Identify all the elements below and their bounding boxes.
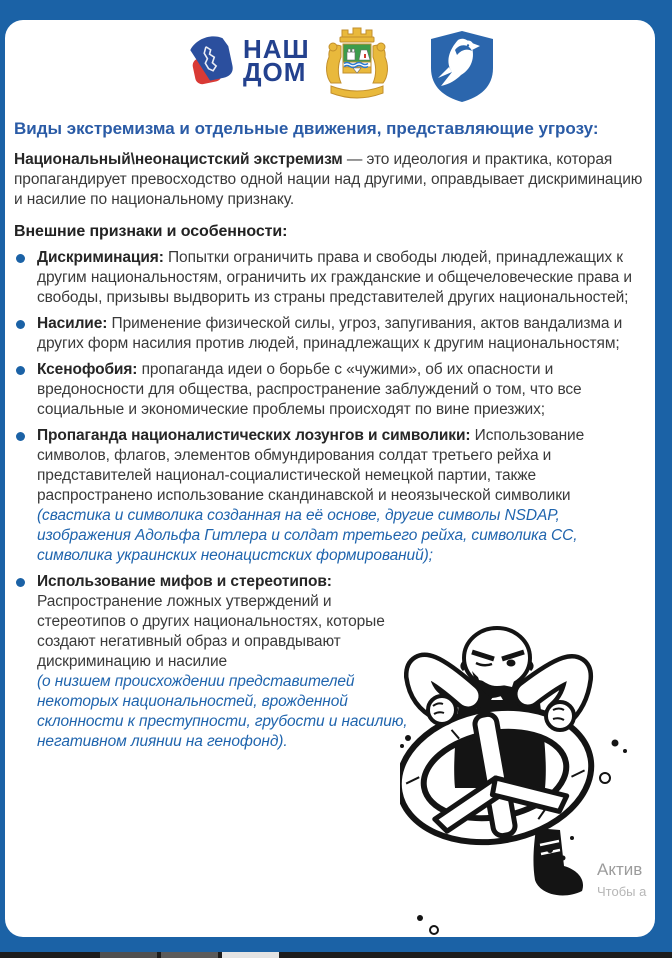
- bullet-text: Распространение ложных утверждений и стереотипов о других национальностях, которые создают негативный образ и оправдывают дискриминацию и насилие: [37, 593, 385, 670]
- windows-activation-watermark: [597, 860, 655, 899]
- nash-dom-house-icon: [187, 34, 235, 88]
- nash-dom-word-top: НАШ: [243, 34, 310, 64]
- bullet-term: Пропаганда националистических лозунгов и символики:: [37, 427, 471, 444]
- intro-text: — это идеология и практика, которая пропагандирует превосходство одной нации над другими, оправдывает дискриминацию и насилие по национальному признаку.: [14, 151, 643, 208]
- bullet-item-discrimination: [14, 248, 651, 308]
- taskbar-segment[interactable]: [161, 952, 218, 958]
- bullet-text: Попытки ограничить права и свободы людей, принадлежащих к другим национальностям, ограничить их гражданские и общечеловеческие права и свободы, призывы выдворить из страны представителей других национальностей;: [37, 249, 632, 306]
- poster-card: [5, 20, 655, 937]
- bullet-term: Ксенофобия:: [37, 361, 138, 378]
- bullet-text: пропаганда идеи о борьбе с «чужими», об их опасности и вредоносности для общества, распространение заблуждений о том, что все социальные и экономические проблемы происходят по вине приезжих;: [37, 361, 582, 418]
- watermark-line-1: Актив: [597, 860, 643, 879]
- bullet-note: (свастика и символика созданная на её основе, другие символы NSDAP, изображения Адольфа Гитлера и солдат третьего рейха, символика СС, символика украинских неонацистских формирований);: [37, 507, 578, 564]
- shield-dove-icon: [425, 28, 499, 104]
- bullet-item-propaganda: [14, 426, 651, 566]
- bullet-term: Насилие:: [37, 315, 108, 332]
- bullet-term: Дискриминация:: [37, 249, 164, 266]
- intro-paragraph: [14, 150, 651, 210]
- nash-dom-wordmark: [243, 34, 310, 87]
- section-heading: Внешние признаки и особенности:: [14, 223, 288, 240]
- nash-dom-word-bottom: ДОМ: [243, 57, 307, 87]
- bullet-dot-icon: [16, 320, 25, 329]
- bullet-dot-icon: [16, 254, 25, 263]
- yekaterinburg-coat-of-arms-icon: [313, 24, 401, 110]
- taskbar-segment[interactable]: [100, 952, 157, 958]
- bullet-note: (о низшем происхождении представителей некоторых национальностей, врожденной склонности к преступности, грубости и насилию, негативном лиянии на генофонд).: [37, 673, 408, 750]
- bullet-item-xenophobia: [14, 360, 651, 420]
- page-title: Виды экстремизма и отдельные движения, представляющие угрозу:: [14, 119, 599, 138]
- bullet-text: Применение физической силы, угроз, запугивания, актов вандализма и других форм насилия против людей, принадлежащих к другим национальностям;: [37, 315, 623, 352]
- bullet-term: Использование мифов и стереотипов:: [37, 573, 332, 590]
- taskbar-segment[interactable]: [222, 952, 279, 958]
- bullet-dot-icon: [16, 366, 25, 375]
- bullet-item-myths: [14, 572, 416, 752]
- watermark-line-2: Чтобы а: [597, 884, 647, 899]
- bullet-item-violence: [14, 314, 651, 354]
- bullet-dot-icon: [16, 432, 25, 441]
- bullet-dot-icon: [16, 578, 25, 587]
- nash-dom-logo: [187, 34, 310, 88]
- intro-term: Национальный\неонацистский экстремизм: [14, 151, 343, 168]
- taskbar-strip[interactable]: [0, 952, 672, 958]
- bullet-text: Использование символов, флагов, элементов обмундирования солдат третьего рейха и представителей национал-социалистической немецкой партии, также распространено использование скандинавской и неоязыческой символики: [37, 427, 585, 504]
